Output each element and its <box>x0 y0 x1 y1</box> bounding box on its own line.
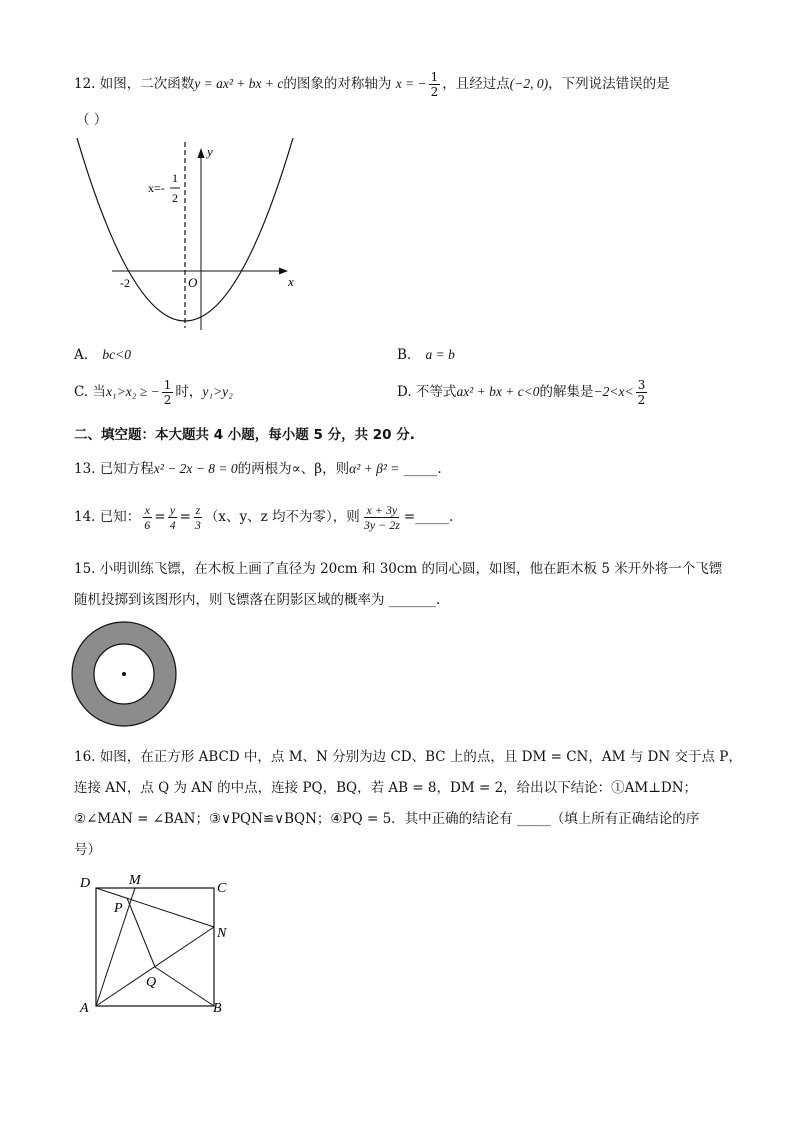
option-a[interactable] <box>74 347 131 363</box>
q12-number: 12. <box>74 76 96 92</box>
label-q: Q <box>146 975 157 990</box>
q14-number: 14. <box>74 509 96 525</box>
q14-fraction-y: $\frac{y}{4}$ <box>169 503 176 532</box>
option-b-text: a = b <box>425 347 455 362</box>
q13-number: 13. <box>74 461 96 477</box>
q13-text-b: 的两根为∝、β，则 <box>237 461 350 477</box>
option-b[interactable] <box>397 347 455 363</box>
q12-function: y = ax² + bx + c <box>194 76 284 91</box>
q12-axis-fraction: $\frac{1}{2}$ <box>430 70 439 99</box>
option-c-label: C. 当 <box>74 384 106 400</box>
q16-line4: 号） <box>74 842 101 858</box>
q12-stem-a: 如图，二次函数 <box>99 76 195 92</box>
label-d: D <box>80 876 91 891</box>
symmetry-label-num: 1 <box>172 171 178 185</box>
label-b: B <box>213 1001 222 1016</box>
x-label: x <box>288 274 294 289</box>
q12-axis-lhs: x = − <box>395 76 427 91</box>
option-c-inequality: x₁>x₂ ≥ − <box>105 384 160 399</box>
label-c: C <box>217 881 227 896</box>
option-d-mid: 的解集是 <box>539 384 594 400</box>
q16-line1 <box>74 745 742 765</box>
q13-expression: α² + β² = <box>349 461 400 476</box>
center-dot <box>122 672 126 676</box>
q14-fraction-z: $\frac{z}{3}$ <box>194 503 201 532</box>
q13 <box>74 457 442 477</box>
q15-text-line1: 小明训练飞镖，在木板上画了直径为 20cm 和 30cm 的同心圆，如图，他在距木板 5 米开外将一个飞镖 <box>99 561 723 577</box>
symmetry-label-den: 2 <box>172 191 178 205</box>
option-b-label: B. <box>397 347 412 363</box>
q12-answer-paren: （ ） <box>76 112 108 128</box>
parabola-curve <box>77 138 293 321</box>
q14-eq1: = <box>154 509 166 525</box>
symmetry-label-lhs: x=- <box>148 181 165 195</box>
option-d-inequality: ax² + bx + c<0 <box>456 384 540 399</box>
q15-line1 <box>74 557 722 577</box>
origin-label: O <box>188 275 198 290</box>
q12-stem <box>74 70 670 99</box>
label-p: P <box>114 901 123 916</box>
segment-bq <box>155 967 214 1006</box>
option-c-fraction: $\frac{1}{2}$ <box>163 378 172 407</box>
q15-concentric-circles <box>70 620 180 730</box>
q14-text-a: 已知： <box>99 509 141 525</box>
option-d-range: −2<x< <box>593 384 634 399</box>
q16-text-line1: 如图，在正方形 ABCD 中，点 M、N 分别为边 CD、BC 上的点，且 DM = CN，AM 与 DN 交于点 P， <box>99 749 742 765</box>
option-a-text: bc<0 <box>102 347 131 362</box>
q13-answer-blank[interactable]: _____. <box>403 461 442 477</box>
segment-pq <box>127 898 155 967</box>
q16-line3: ②∠MAN = ∠BAN；③∨PQN≌∨BQN；④PQ = 5．其中正确的结论有 _____（填上所有正确结论的序 <box>74 811 700 827</box>
q14-answer-blank[interactable]: =_____. <box>403 509 454 525</box>
q12-stem-b: 的图象的对称轴为 <box>283 76 392 92</box>
option-d-label: D. 不等式 <box>397 384 457 400</box>
q13-text-a: 已知方程 <box>99 461 154 477</box>
option-a-label: A. <box>74 347 89 363</box>
q15-number: 15. <box>74 561 96 577</box>
q16-line2: 连接 AN，点 Q 为 AN 的中点，连接 PQ，BQ，若 AB = 8，DM = 2，给出以下结论：①AM⊥DN； <box>74 780 698 796</box>
q14-fraction-x: $\frac{x}{6}$ <box>144 503 151 532</box>
option-d[interactable] <box>397 378 649 407</box>
q14-condition: （x、y、z 均不为零），则 <box>204 509 360 525</box>
y-axis-arrow <box>198 148 205 158</box>
y-label: y <box>207 144 213 159</box>
q16-square-diagram <box>74 870 244 1020</box>
label-m: M <box>129 873 141 888</box>
x-axis-arrow <box>279 268 288 275</box>
option-d-fraction: $\frac{3}{2}$ <box>637 378 646 407</box>
label-n: N <box>217 926 227 941</box>
q12-parabola-graph <box>74 138 304 338</box>
q16-number: 16. <box>74 749 96 765</box>
label-a: A <box>80 1001 89 1016</box>
section-heading: 二、填空题：本大题共 4 小题，每小题 5 分，共 20 分. <box>74 427 415 443</box>
neg2-label: -2 <box>120 276 130 290</box>
q15-line2: 随机投掷到该图形内，则飞镖落在阴影区域的概率为 _______. <box>74 592 441 608</box>
option-c[interactable] <box>74 378 233 407</box>
q14 <box>74 500 453 534</box>
q12-stem-c: ，且经过点 <box>442 76 510 92</box>
option-c-conclusion: y₁>y₂ <box>202 384 233 399</box>
option-c-mid: 时， <box>175 384 203 400</box>
q12-stem-d: ，下列说法错误的是 <box>548 76 670 92</box>
q14-eq2: = <box>179 509 191 525</box>
q12-point: (−2, 0) <box>509 76 549 91</box>
q14-fraction-target: $\frac{x + 3y}{3y - 2z}$ <box>363 503 400 532</box>
q13-equation: x² − 2x − 8 = 0 <box>153 461 238 476</box>
